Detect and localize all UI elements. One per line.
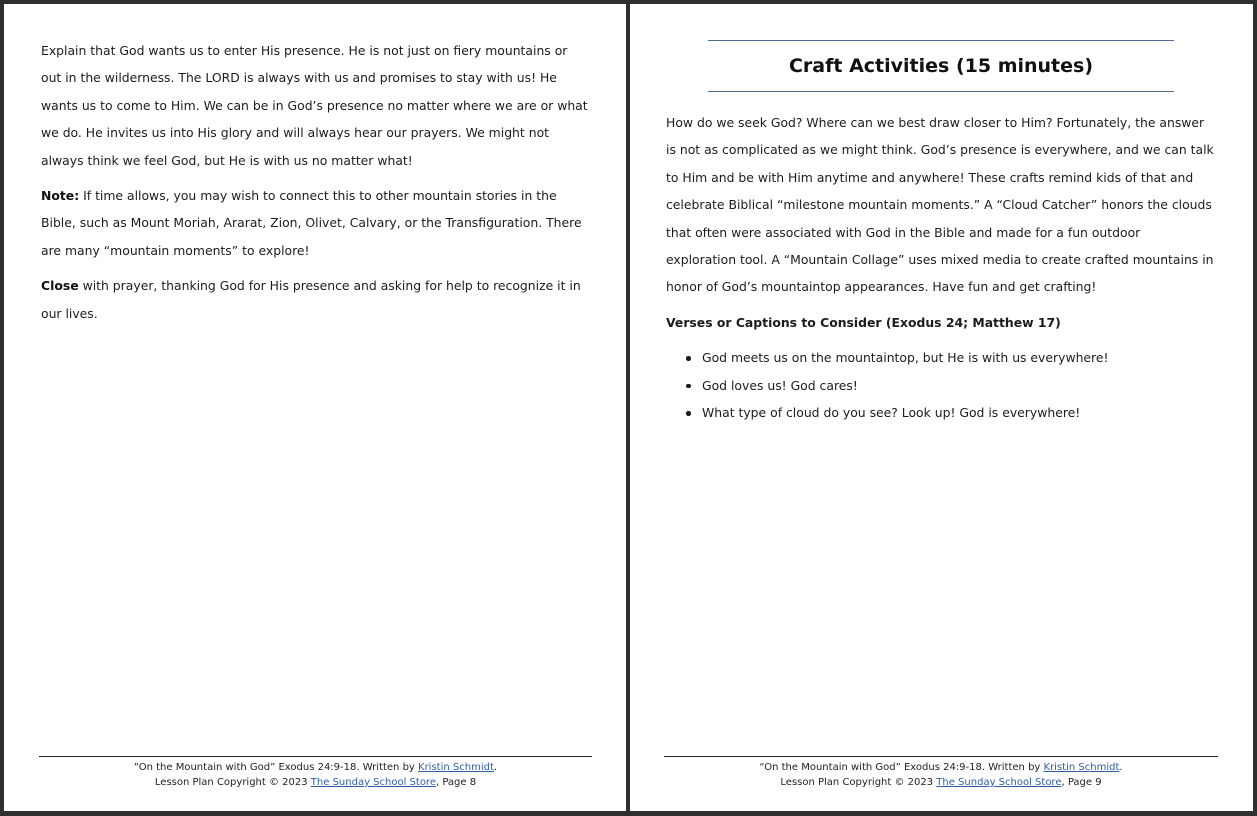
captions-list: [666, 344, 1214, 426]
note-label: Note:: [41, 188, 80, 204]
close-paragraph: [41, 272, 589, 327]
section-heading: Craft Activities (15 minutes): [788, 55, 1094, 77]
heading-bottom-rule: [708, 91, 1174, 92]
close-label: Close: [41, 278, 79, 294]
footer-title-text: “On the Mountain with God” Exodus 24:9-18. Written by: [133, 762, 419, 773]
list-item: God loves us! God cares!: [702, 372, 1214, 399]
section-heading-block: [708, 40, 1174, 92]
intro-paragraph: How do we seek God? Where can we best draw closer to Him? Fortunately, the answer is not as complicated as we might think. God’s presence is everywhere, and we can talk to Him and be with Him anytime and anywhere! These crafts remind kids of that and celebrate Biblical “milestone mountain moments.” A “Cloud Catcher” honors the clouds that often were associated with God in the Bible and made for a fun outdoor exploration tool. A “Mountain Collage” uses mixed media to create crafted mountains in honor of God’s mountaintop appearances. Have fun and get crafting!: [666, 115, 1214, 295]
footer-copyright-text: Lesson Plan Copyright © 2023: [780, 777, 937, 788]
note-paragraph: [41, 182, 589, 264]
right-page-body: [666, 109, 1214, 426]
right-footer: [664, 756, 1218, 800]
footer-line-2: [664, 775, 1218, 790]
store-link[interactable]: The Sunday School Store: [310, 777, 436, 788]
footer-page-number: , Page 8: [435, 777, 477, 788]
list-item: God meets us on the mountaintop, but He is with us everywhere!: [702, 344, 1214, 371]
close-text: with prayer, thanking God for His presence and asking for help to recognize it in our lives.: [41, 278, 581, 321]
footer-title-text: “On the Mountain with God” Exodus 24:9-18. Written by: [759, 762, 1044, 773]
list-item: What type of cloud do you see? Look up! God is everywhere!: [702, 399, 1214, 426]
footer-line-1: [39, 760, 592, 775]
author-link[interactable]: Kristin Schmidt: [418, 762, 494, 773]
left-footer: [39, 756, 592, 800]
footer-period: .: [493, 762, 498, 773]
note-text: If time allows, you may wish to connect this to other mountain stories in the Bible, such as Mount Moriah, Ararat, Zion, Olivet, Calvary, or the Transfiguration. There are many “mountain moments” to explore!: [41, 188, 582, 258]
explain-paragraph: Explain that God wants us to enter His presence. He is not just on fiery mountains or out in the wilderness. The LORD is always with us and promises to stay with us! He wants us to come to Him. We can be in God’s presence no matter where we are or what we do. He invites us into His glory and will always hear our prayers. We might not always think we feel God, but He is with us no matter what!: [41, 43, 588, 168]
page-9: [630, 4, 1253, 811]
footer-page-number: , Page 9: [1061, 777, 1102, 788]
store-link[interactable]: The Sunday School Store: [936, 777, 1062, 788]
footer-line-2: [39, 775, 592, 790]
footer-copyright-text: Lesson Plan Copyright © 2023: [154, 777, 311, 788]
page-8: [4, 4, 626, 811]
left-page-body: [41, 37, 589, 335]
author-link[interactable]: Kristin Schmidt: [1043, 762, 1120, 773]
footer-line-1: [664, 760, 1218, 775]
footer-period: .: [1119, 762, 1123, 773]
verses-subhead: Verses or Captions to Consider (Exodus 24; Matthew 17): [666, 314, 1061, 330]
